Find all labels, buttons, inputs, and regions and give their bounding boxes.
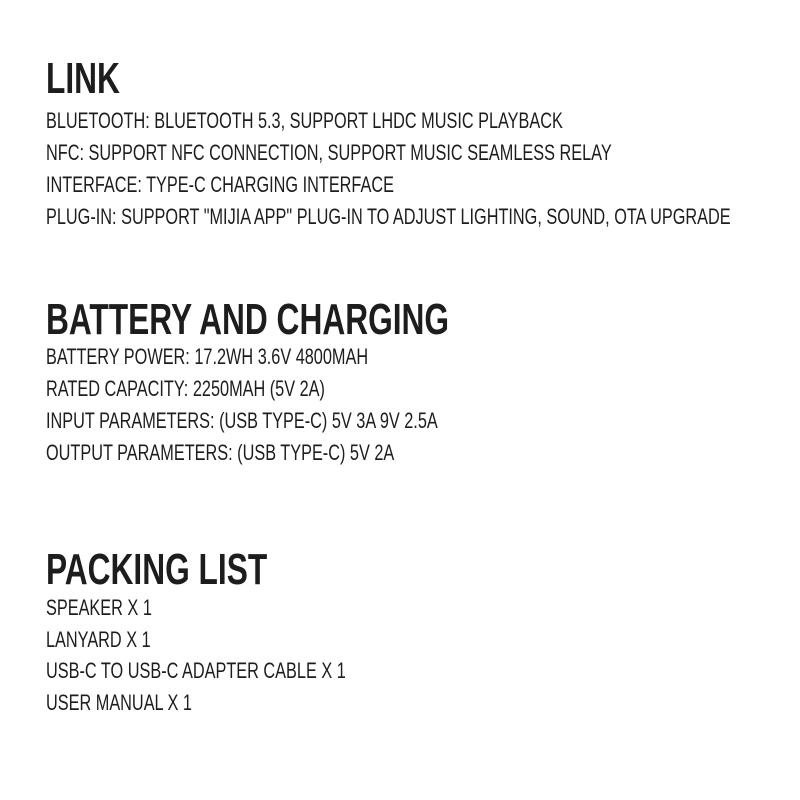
spec-line-plugin-text: PLUG-IN: SUPPORT "MIJIA APP" PLUG-IN TO ADJUST LIGHTING, SOUND, OTA UPGRADE: [46, 204, 731, 229]
spec-line-bluetooth: [46, 110, 744, 132]
section-title-battery-text: BATTERY AND CHARGING: [46, 295, 450, 344]
packing-item-speaker-text: SPEAKER X 1: [46, 595, 152, 620]
spec-line-bluetooth-text: BLUETOOTH: BLUETOOTH 5.3, SUPPORT LHDC MUSIC PLAYBACK: [46, 108, 563, 133]
spec-line-battery-power-text: BATTERY POWER: 17.2WH 3.6V 4800MAH: [46, 344, 369, 369]
section-title-link: [46, 54, 149, 103]
packing-item-lanyard-text: LANYARD X 1: [46, 627, 151, 652]
section-title-battery: [46, 295, 606, 344]
spec-line-input-parameters: [46, 410, 575, 432]
packing-item-user-manual: [46, 692, 243, 714]
section-title-link-text: LINK: [46, 54, 120, 103]
spec-line-rated-capacity: [46, 378, 423, 400]
packing-item-adapter-cable-text: USB-C TO USB-C ADAPTER CABLE X 1: [46, 658, 346, 683]
packing-item-user-manual-text: USER MANUAL X 1: [46, 690, 192, 715]
spec-line-rated-capacity-text: RATED CAPACITY: 2250MAH (5V 2A): [46, 376, 325, 401]
spec-line-input-parameters-text: INPUT PARAMETERS: (USB TYPE-C) 5V 3A 9V 2.5A: [46, 408, 438, 433]
packing-item-adapter-cable: [46, 660, 451, 682]
spec-line-plugin: [46, 206, 800, 228]
spec-line-interface: [46, 174, 516, 196]
spec-line-nfc-text: NFC: SUPPORT NFC CONNECTION, SUPPORT MUSIC SEAMLESS RELAY: [46, 140, 612, 165]
packing-item-lanyard: [46, 629, 187, 651]
spec-line-battery-power: [46, 346, 481, 368]
section-title-packing-list-text: PACKING LIST: [46, 545, 268, 594]
spec-line-interface-text: INTERFACE: TYPE-C CHARGING INTERFACE: [46, 172, 394, 197]
section-title-packing-list: [46, 545, 353, 594]
spec-line-output-parameters-text: OUTPUT PARAMETERS: (USB TYPE-C) 5V 2A: [46, 440, 395, 465]
spec-line-nfc: [46, 142, 800, 164]
spec-line-output-parameters: [46, 442, 517, 464]
packing-item-speaker: [46, 597, 189, 619]
